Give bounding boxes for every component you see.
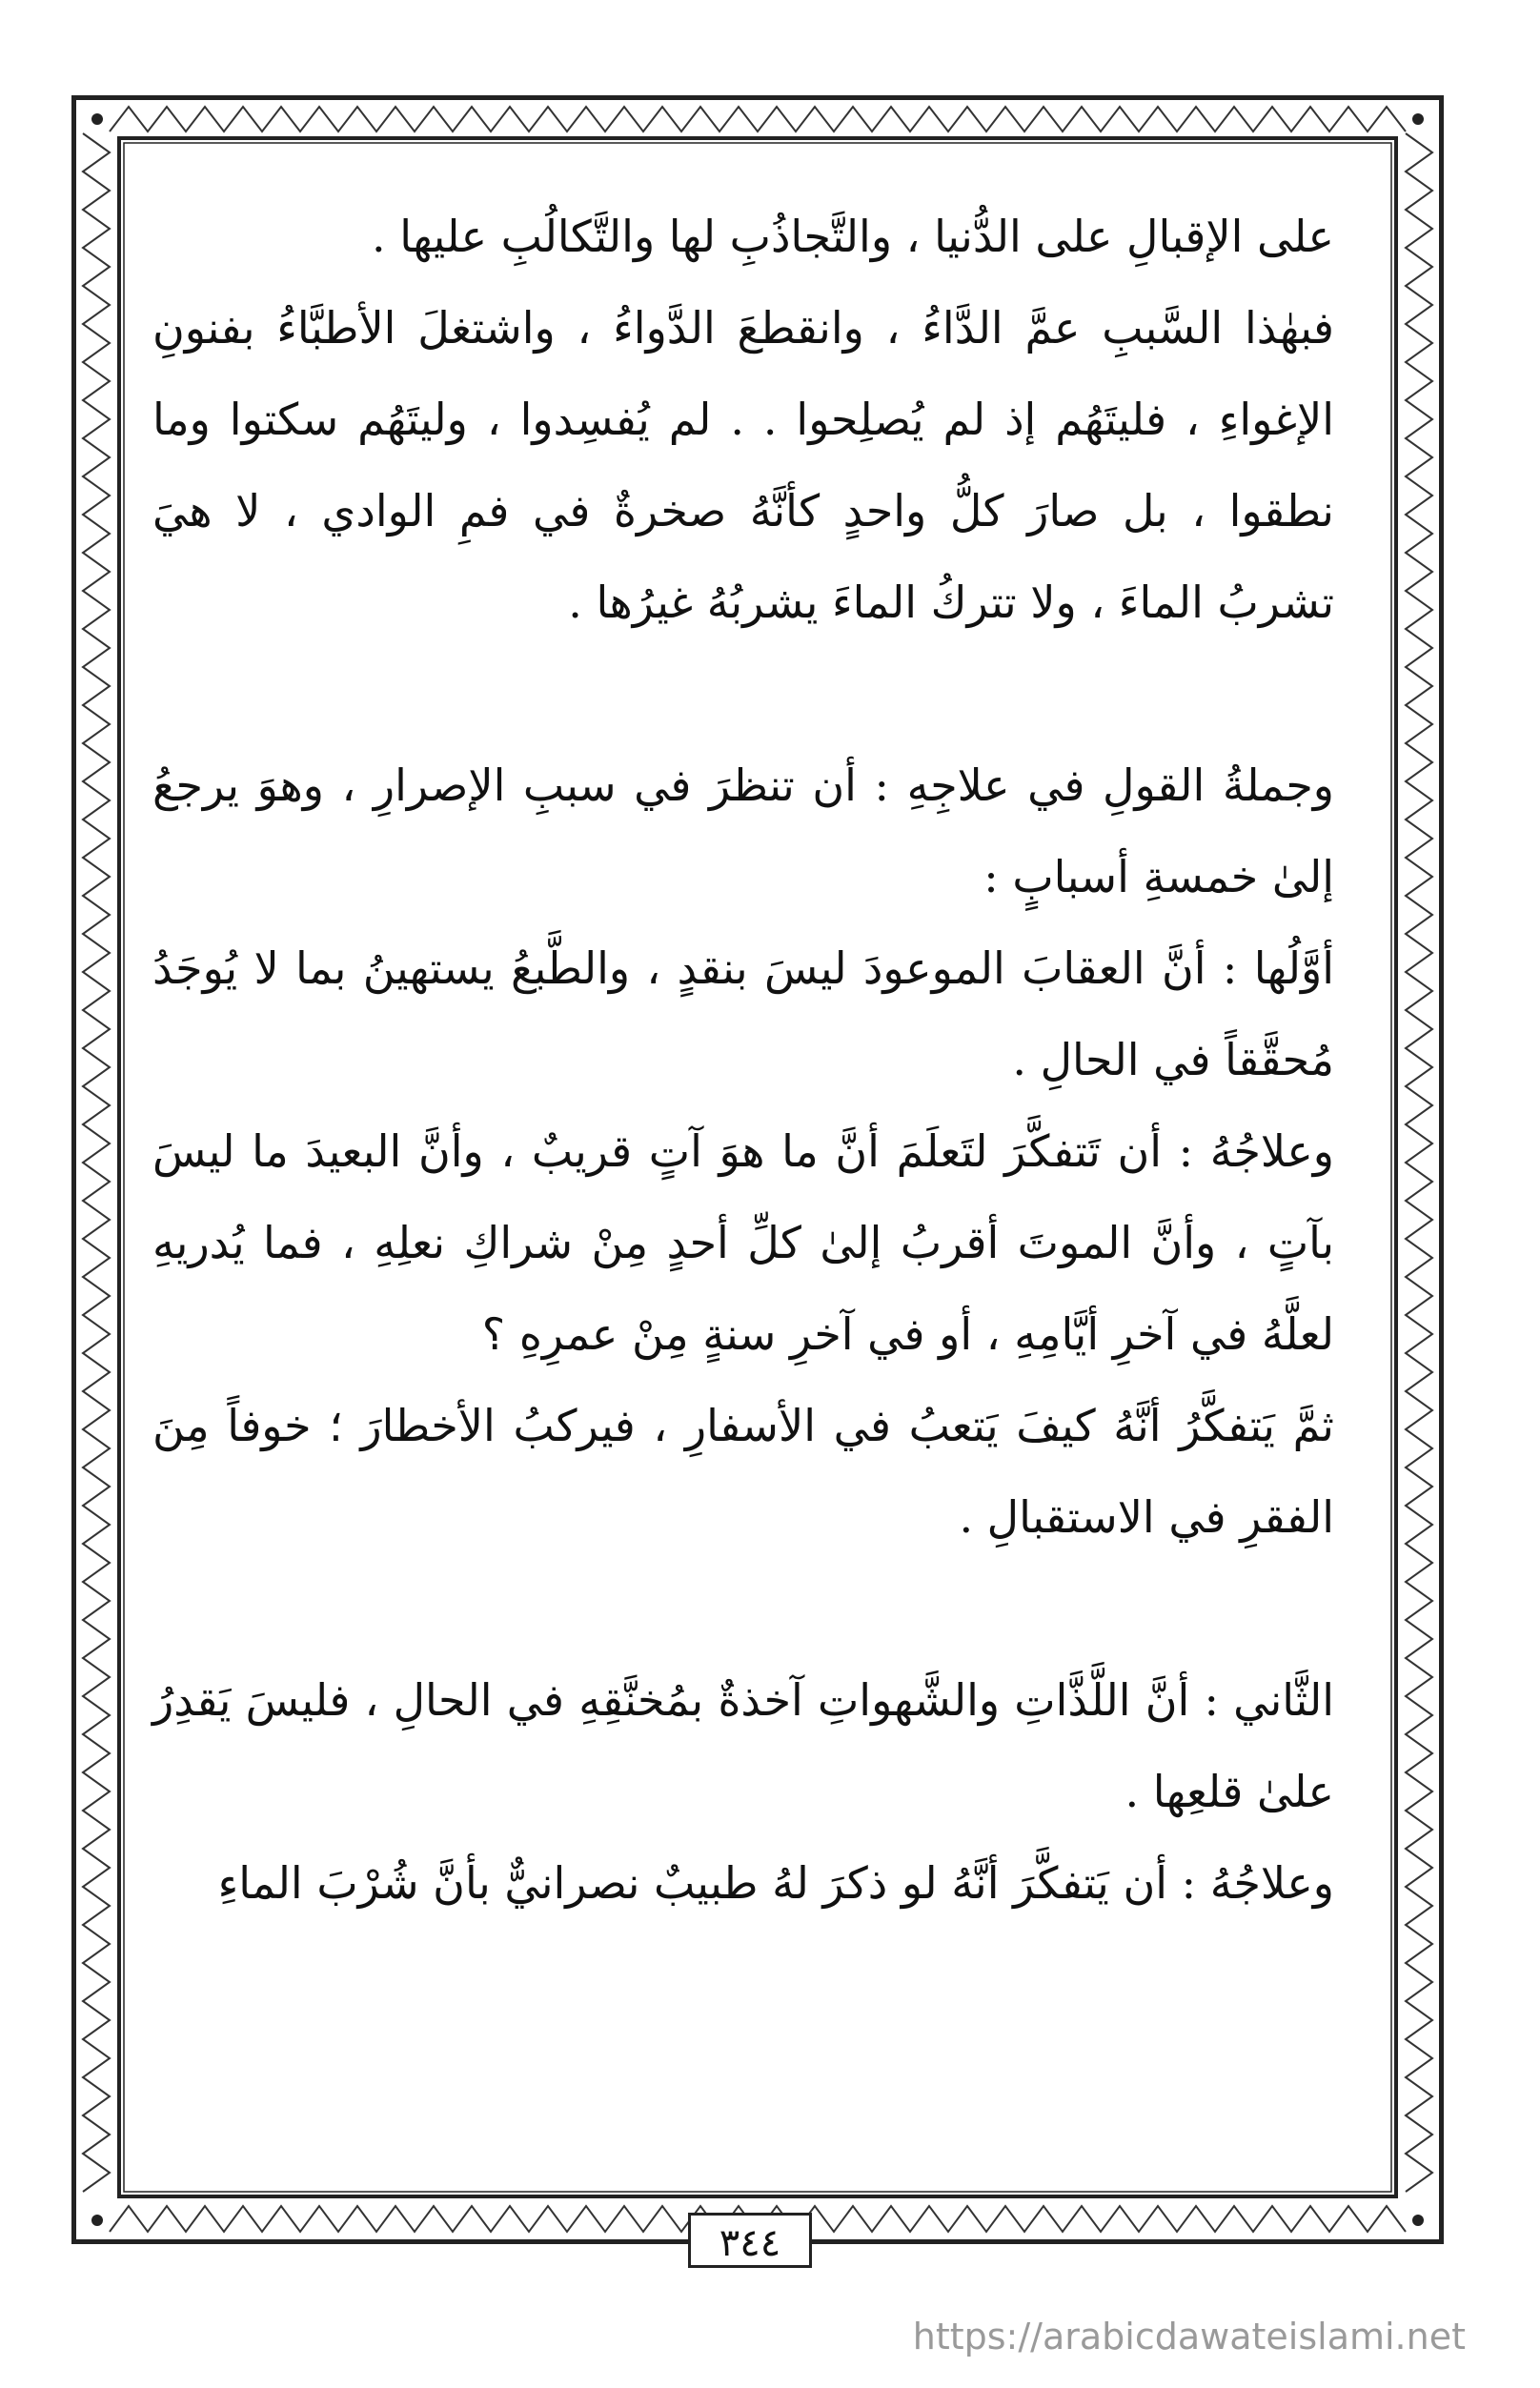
- paragraph-1: على الإقبالِ على الدُّنيا ، والتَّجاذُبِ لها والتَّكالُبِ عليها .: [372, 211, 1334, 262]
- main-text-block: [152, 191, 1334, 1929]
- paragraph-2: فبهٰذا السَّببِ عمَّ الدَّاءُ ، وانقطعَ الدَّواءُ ، واشتغلَ الأطبَّاءُ بفنونِ الإغواءِ ، فليتَهُم إذ لم يُصلِحوا . . لم يُفسِدوا ، وليتَهُم سكتوا وما نطقوا ، بل صارَ كلُّ واحدٍ كأنَّهُ صخرةٌ في فمِ الوادي ، لا هيَ تشربُ الماءَ ، ولا تتركُ الماءَ يشربُهُ غيرُها .: [152, 302, 1334, 628]
- paragraph-6: ثمَّ يَتفكَّرُ أنَّهُ كيفَ يَتعبُ في الأسفارِ ، فيركبُ الأخطارَ ؛ خوفاً مِنَ الفقرِ في الاستقبالِ .: [152, 1400, 1334, 1543]
- paragraph-8: وعلاجُهُ : أن يَتفكَّرَ أنَّهُ لو ذكرَ لهُ طبيبٌ نصرانيٌّ بأنَّ شُرْبَ الماءِ: [217, 1857, 1334, 1909]
- paragraph-4: أوَّلُها : أنَّ العقابَ الموعودَ ليسَ بنقدٍ ، والطَّبعُ يستهينُ بما لا يُوجَدُ مُحقَّقاً في الحالِ .: [152, 942, 1334, 1085]
- section-gap: [152, 1563, 1334, 1654]
- paragraph-5: وعلاجُهُ : أن تَتفكَّرَ لتَعلَمَ أنَّ ما هوَ آتٍ قريبٌ ، وأنَّ البعيدَ ما ليسَ بآتٍ ، وأنَّ الموتَ أقربُ إلىٰ كلِّ أحدٍ مِنْ شراكِ نعلِهِ ، فما يُدريهِ لعلَّهُ في آخرِ أيَّامِهِ ، أو في آخرِ سنةٍ مِنْ عمرِهِ ؟: [152, 1125, 1334, 1360]
- page-number: ٣٤٤: [688, 2213, 812, 2268]
- paragraph-3: وجملةُ القولِ في علاجِهِ : أن تنظرَ في سببِ الإصرارِ ، وهوَ يرجعُ إلىٰ خمسةِ أسبابٍ :: [152, 759, 1334, 902]
- watermark-url: https://arabicdawateislami.net: [912, 2316, 1466, 2358]
- section-gap: [152, 648, 1334, 739]
- paragraph-7: الثَّاني : أنَّ اللَّذَّاتِ والشَّهواتِ آخذةٌ بمُخنَّقِهِ في الحالِ ، فليسَ يَقدِرُ علىٰ قلعِها .: [152, 1674, 1334, 1817]
